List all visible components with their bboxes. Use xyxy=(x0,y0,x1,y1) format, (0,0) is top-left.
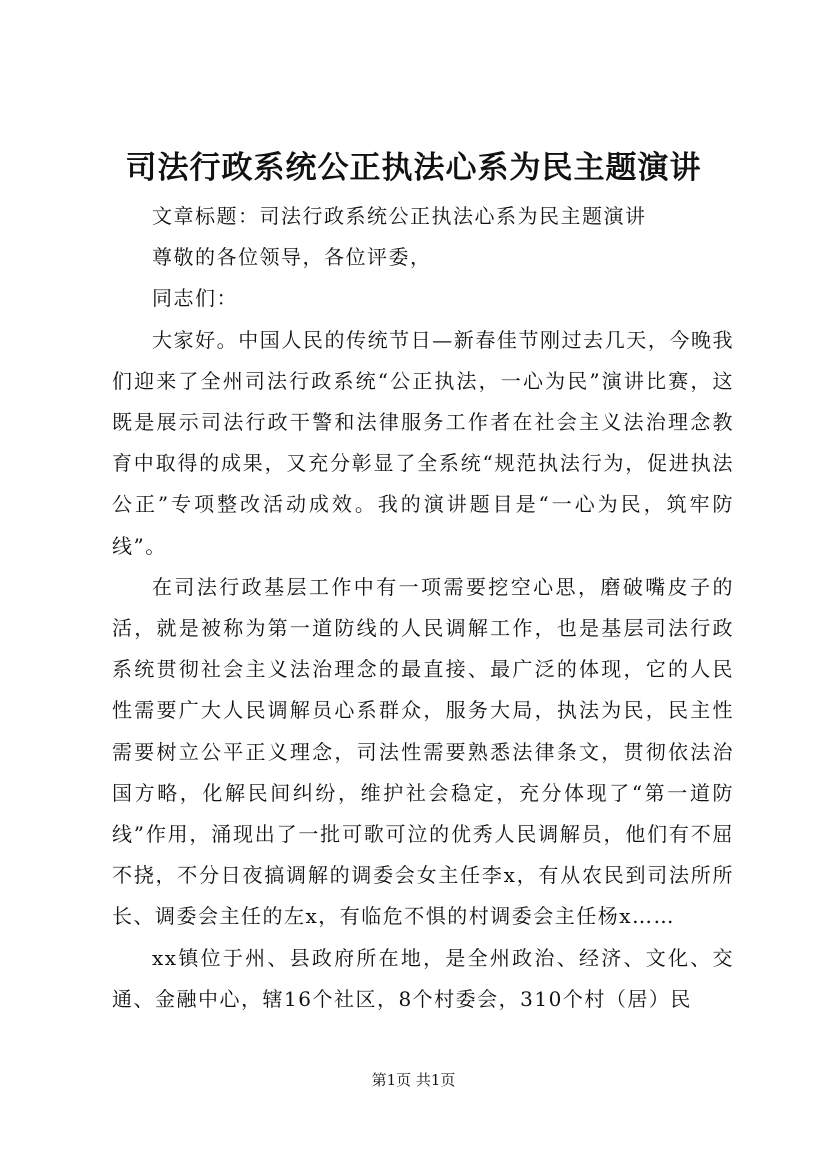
paragraph-article-title: 文章标题：司法行政系统公正执法心系为民主题演讲 xyxy=(152,204,647,228)
paragraph-salutation: 尊敬的各位领导，各位评委， xyxy=(152,245,432,270)
paragraph-mediation: 在司法行政基层工作中有一项需要挖空心思，磨破嘴皮子的活，就是被称为第一道防线的人民调解工作，也是基层司法行政系统贯彻社会主义法治理念的最直接、最广泛的体现，它的人民性需要广大人民调解员心系群众，服务大局，执法为民，民主性需要树立公平正义理念，司法性需要熟悉法律条文，贯彻依法治国方略，化解民间纠纷，维护社会稳定，充分体现了“第一道防线”作用，涌现出了一批可歌可泣的优秀人民调解员，他们有不屈不挠，不分日夜搞调解的调委会女主任李x，有从农民到司法所所长、调委会主任的左x，有临危不惧的村调委会主任杨x…… xyxy=(112,574,734,929)
paragraph-comrades: 同志们： xyxy=(152,286,238,311)
page-footer: 第1页 共1页 xyxy=(371,1071,456,1089)
paragraph-greeting: 大家好。中国人民的传统节日—新春佳节刚过去几天，今晚我们迎来了全州司法行政系统“公正执法，一心为民”演讲比赛，这既是展示司法行政干警和法律服务工作者在社会主义法治理念教育中取得的成果，又充分彰显了全系统“规范执法行为，促进执法公正”专项整改活动成效。我的演讲题目是“一心为民，筑牢防线”。 xyxy=(112,327,734,558)
paragraph-town: xx镇位于州、县政府所在地，是全州政治、经济、文化、交通、金融中心，辖16个社区，8个村委会，310个村（居）民 xyxy=(112,945,734,1011)
document-title: 司法行政系统公正执法心系为民主题演讲 xyxy=(125,150,702,186)
document-body xyxy=(112,196,734,1020)
